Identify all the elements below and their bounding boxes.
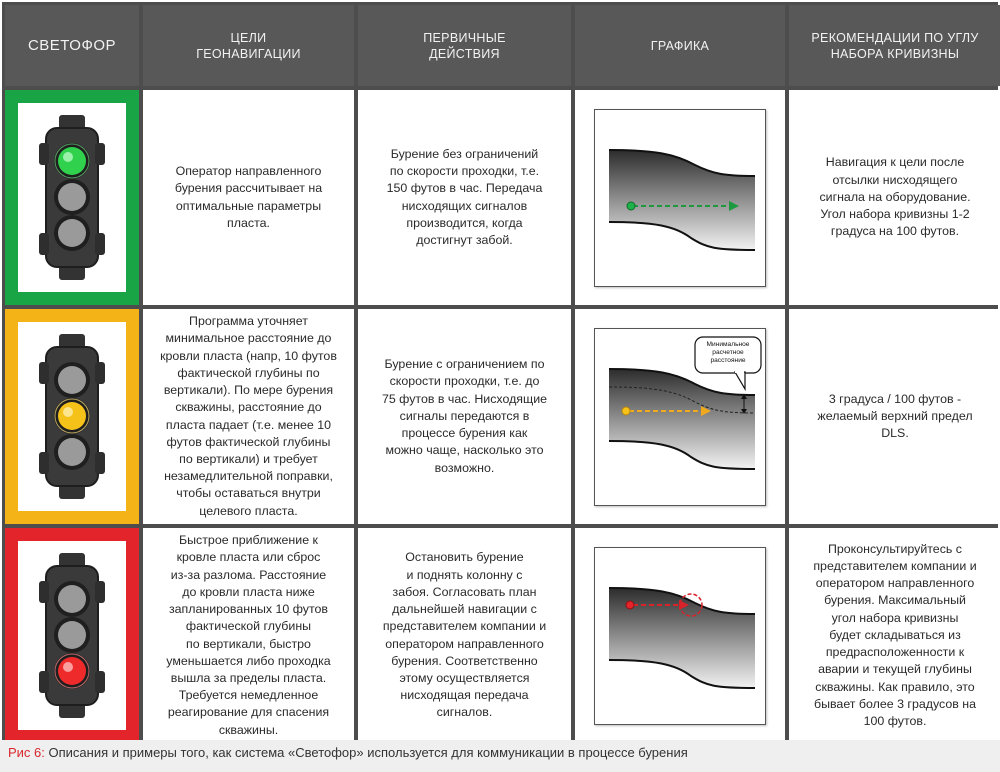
traffic-light-yellow-icon	[37, 334, 107, 499]
green-diagram	[594, 109, 766, 287]
header-geonavigation-goals: ЦЕЛИ ГЕОНАВИГАЦИИ	[143, 5, 354, 86]
row-yellow-action: Бурение с ограничением по скорости проходки, т.е. до 75 футов в час. Нисходящие сигналы передаются в процессе бурения как можно чаще, насколько это возможно.	[358, 309, 571, 524]
row-green-graphic	[575, 90, 785, 305]
row-red-action: Остановить бурение и поднять колонну с забоя. Согласовать план дальнейшей навигации с представителем компании и оператором направленного бурения. Соответственно этому осуществляется нисходящая передача сигналов.	[358, 528, 571, 743]
header-dls-recommendations: РЕКОМЕНДАЦИИ ПО УГЛУ НАБОРА КРИВИЗНЫ	[789, 5, 1000, 86]
green-bit-marker	[627, 202, 635, 210]
traffic-light-table	[2, 2, 998, 740]
yellow-frame	[5, 309, 139, 524]
red-diagram	[594, 547, 766, 725]
green-frame	[5, 90, 139, 305]
row-yellow-light-cell	[5, 309, 139, 524]
row-red-goal: Быстрое приближение к кровле пласта или сброс из-за разлома. Расстояние до кровли пласта ниже запланированных 10 футов фактической глубины по вертикали, быстро уменьшается либо проходка вышла за пределы пласта. Требуется немедленное реагирование для спасения скважины.	[143, 528, 354, 743]
traffic-light-red-icon	[37, 553, 107, 718]
header-primary-actions: ПЕРВИЧНЫЕ ДЕЙСТВИЯ	[358, 5, 571, 86]
row-green-recommendation: Навигация к цели после отсылки нисходящего сигнала на оборудование. Угол набора кривизны 1-2 градуса на 100 футов.	[789, 90, 1000, 305]
row-green-light-cell	[5, 90, 139, 305]
row-yellow-goal: Программа уточняет минимальное расстояние до кровли пласта (напр, 10 футов фактической глубины по вертикали). По мере бурения скважины, расстояние до пласта падает (т.е. менее 10 футов фактической глубины по вертикали) и требует незамедлительной поправки, чтобы оставаться внутри целевого пласта.	[143, 309, 354, 524]
caption-text: Описания и примеры того, как система «Светофор» используется для коммуникации в процессе бурения	[44, 745, 688, 760]
header-traffic-light: СВЕТОФОР	[5, 5, 139, 86]
traffic-light-green-icon	[37, 115, 107, 280]
min-distance-callout: Минимальное расчетное расстояние	[706, 340, 750, 364]
red-frame	[5, 528, 139, 743]
caption-prefix: Рис 6:	[8, 745, 45, 760]
row-yellow-graphic	[575, 309, 785, 524]
header-graphics: ГРАФИКА	[575, 5, 785, 86]
row-red-recommendation: Проконсультируйтесь с представителем компании и оператором направленного бурения. Максимальный угол набора кривизны будет складываться из предрасположенности к аварии и текущей глубины скважины. Как правило, это бывает более 3 градусов на 100 футов.	[789, 528, 1000, 743]
row-red-light-cell	[5, 528, 139, 743]
figure-caption	[0, 740, 1000, 772]
yellow-bit-marker	[622, 407, 630, 415]
row-green-action: Бурение без ограничений по скорости проходки, т.е. 150 футов в час. Передача нисходящих сигналов производится, когда достигнут забой.	[358, 90, 571, 305]
yellow-diagram	[594, 328, 766, 506]
row-green-goal: Оператор направленного бурения рассчитывает на оптимальные параметры пласта.	[143, 90, 354, 305]
row-red-graphic	[575, 528, 785, 743]
row-yellow-recommendation: 3 градуса / 100 футов - желаемый верхний предел DLS.	[789, 309, 1000, 524]
red-bit-marker	[626, 601, 634, 609]
